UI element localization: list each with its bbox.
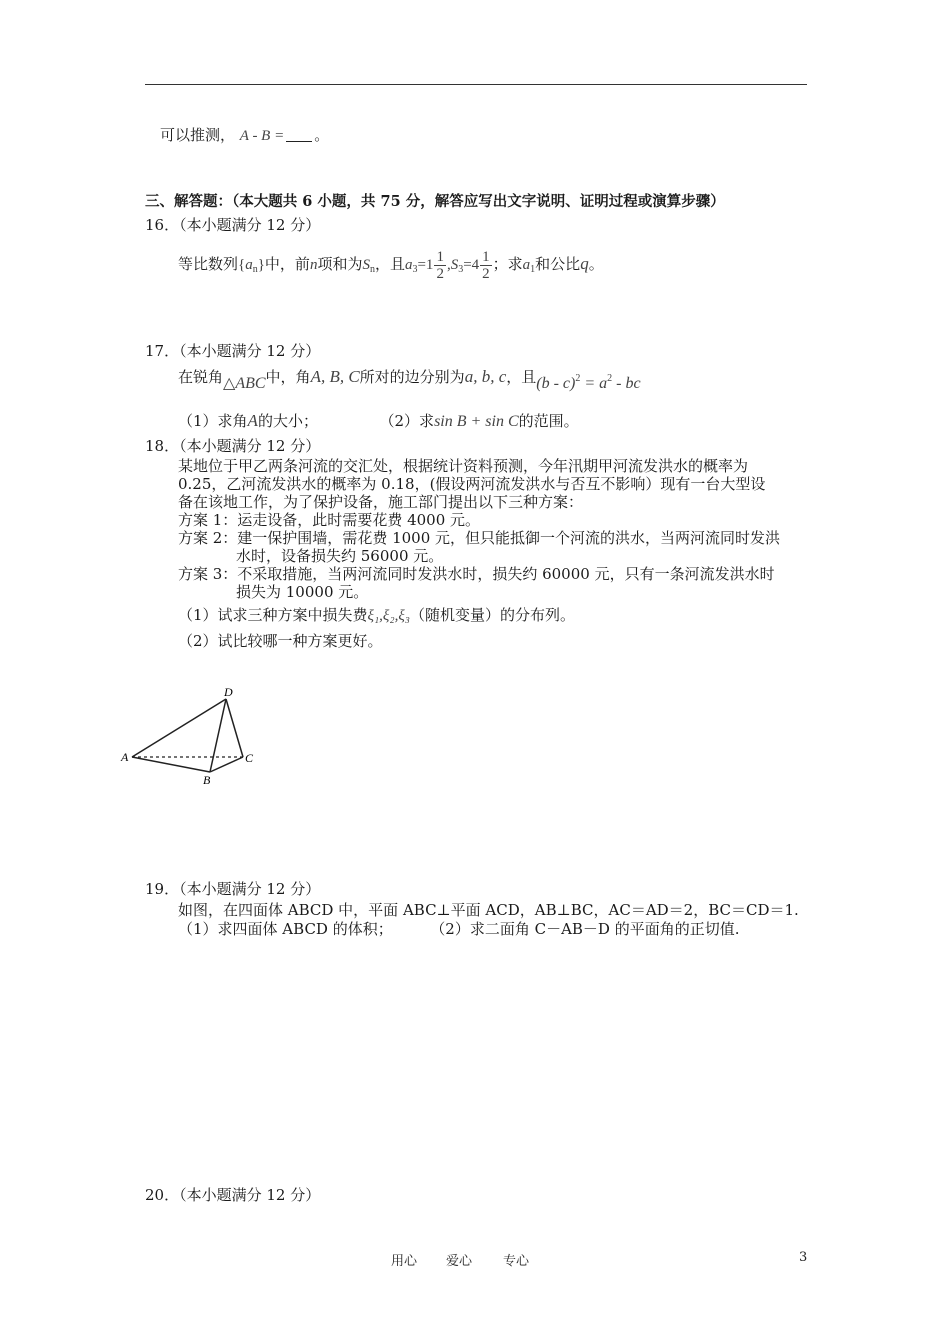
q16-frac1-den: 2 [436, 265, 444, 282]
q16-S3-sub: 3 [458, 264, 464, 275]
q17-triangle: △ABC [223, 375, 266, 392]
q16-a1-letter: a [522, 257, 531, 273]
edge-DC [226, 699, 243, 757]
footer-motto-2: 爱心 [446, 1254, 473, 1269]
q18-number: 18． [145, 437, 180, 455]
q17-score: （本小题满分 12 分） [179, 342, 321, 360]
q16-a1-sub: 1 [530, 264, 536, 275]
section-heading: 三、解答题：（本大题共 6 小题，共 75 分，解答应写出文字说明、证明过程或演算步骤） [145, 193, 725, 210]
vertex-label-D: D [224, 685, 233, 699]
q16-text-2: 中，前 [264, 255, 310, 273]
q17-part2-text: （2）求 [379, 412, 435, 430]
q19-statement: 如图，在四面体 ABCD 中，平面 ABC⊥平面 ACD，AB⊥BC，AC＝AD＝2，BC＝CD＝1. [178, 901, 799, 919]
q17-header [145, 340, 320, 361]
q18-sub-2: （2）试比较哪一种方案更好。 [178, 632, 383, 650]
vertex-label-B: B [203, 773, 211, 787]
q18-plan-1: 方案 1：运走设备，此时需要花费 4000 元。 [178, 511, 481, 529]
q17-sin-expr: sin B + sin C [434, 413, 519, 430]
q16-text-6: 和公比 [535, 255, 581, 273]
q17-eq-right: - bc [612, 375, 641, 392]
q16-Sn [362, 257, 375, 273]
q18-xi: ξ₁,ξ₂,ξ₃ [367, 608, 410, 624]
q17-sides: a, b, c [464, 367, 507, 386]
q16-text-5: ；求 [492, 255, 523, 273]
q18-sub1-end: （随机变量）的分布列。 [409, 606, 575, 624]
q16-number: 16． [145, 216, 180, 234]
footer-motto-1: 用心 [391, 1254, 418, 1269]
tetrahedron-figure [115, 682, 265, 792]
footer-motto-3: 专心 [503, 1254, 530, 1269]
answer-blank [286, 141, 312, 142]
q19-parts [178, 918, 740, 939]
q16-fraction-1 [434, 249, 446, 282]
vertex-label-A: A [121, 750, 129, 764]
q18-line-1: 某地位于甲乙两条河流的交汇处，根据统计资料预测，今年汛期甲河流发洪水的概率为 [178, 457, 749, 475]
q16-a3-eq [405, 257, 433, 273]
q16-S3: S [450, 257, 459, 273]
q19-part-1: （1）求四面体 ABCD 的体积； [178, 920, 393, 938]
q17-parts [178, 410, 579, 431]
q17-text-1: 在锐角 [178, 368, 224, 386]
q17-text-4: ，且 [506, 368, 537, 386]
page-number: 3 [799, 1250, 808, 1265]
q16-comma: , [446, 257, 451, 273]
edge-BC [210, 757, 243, 772]
q17-number: 17． [145, 342, 180, 360]
q16-text-1: 等比数列 [178, 255, 239, 273]
vertex-label-C: C [245, 751, 254, 765]
q18-plan-3a: 方案 3：不采取措施，当两河流同时发洪水时，损失约 60000 元，只有一条河流发洪水时 [178, 565, 775, 583]
q18-line-3: 备在该地工作，为了保护设备，施工部门提出以下三种方案： [178, 493, 584, 511]
q17-part1-text: （1）求角 [178, 412, 248, 430]
q18-sub-1 [178, 604, 575, 625]
q19-score: （本小题满分 12 分） [179, 880, 321, 898]
header-rule [145, 84, 807, 85]
q17-part2-end: 的范围。 [518, 412, 579, 430]
q19-number: 19． [145, 880, 180, 898]
q16-frac2-den: 2 [482, 265, 490, 282]
q16-text-3: 项和为 [317, 255, 363, 273]
q18-plan-2b: 水时，设备损失约 56000 元。 [236, 547, 444, 565]
inference-text: 可以推测， [160, 126, 236, 144]
edge-DB [210, 699, 226, 772]
q17-sq-1: 2 [575, 373, 581, 384]
q17-eq-mid: = a [580, 375, 608, 392]
q18-header [145, 435, 320, 456]
q16-brace-close: } [257, 257, 265, 273]
q16-a3: a [404, 257, 413, 273]
q16-frac2-num: 1 [482, 248, 490, 265]
q16-eq1: =1 [417, 257, 434, 273]
inference-math: A - B = [239, 128, 285, 144]
inference-line [160, 124, 329, 145]
q16-a: a [245, 257, 253, 273]
q17-statement [178, 366, 641, 393]
q16-statement [178, 244, 604, 290]
q17-equation [536, 375, 640, 392]
q16-S: S [362, 257, 370, 273]
q16-n: n [309, 257, 318, 273]
q17-eq-left: (b - c) [536, 375, 576, 392]
q18-score: （本小题满分 12 分） [179, 437, 321, 455]
q16-score: （本小题满分 12 分） [179, 216, 321, 234]
q16-fraction-2 [480, 249, 492, 282]
q18-sub1-text: （1）试求三种方案中损失费 [178, 606, 368, 624]
q20-score: （本小题满分 12 分） [179, 1186, 321, 1204]
q16-S3-eq [451, 257, 479, 273]
q16-brace-open: { [238, 257, 246, 273]
q16-end: 。 [588, 255, 604, 273]
q20-number: 20． [145, 1186, 180, 1204]
q16-q: q [580, 254, 589, 273]
q16-eq2: =4 [463, 257, 480, 273]
q16-n-sub: n [252, 264, 258, 275]
q16-Sn-sub: n [369, 264, 375, 275]
q17-text-2: 中，角 [265, 368, 311, 386]
inference-end: 。 [314, 126, 330, 144]
q17-text-3: 所对的边分别为 [359, 368, 465, 386]
q16-frac1-num: 1 [436, 248, 444, 265]
q17-part1-end: 的大小； [257, 412, 318, 430]
q17-angles: A, B, C [310, 367, 360, 386]
q16-seq [238, 257, 265, 273]
q20-header [145, 1184, 320, 1205]
q19-part-2: （2）求二面角 C－AB－D 的平面角的正切值. [430, 920, 740, 938]
q16-a1 [523, 257, 536, 273]
q18-plan-3b: 损失为 10000 元。 [236, 583, 369, 601]
q16-a3-sub: 3 [412, 264, 418, 275]
q17-angle-A: A [247, 411, 258, 430]
q18-line-2: 0.25，乙河流发洪水的概率为 0.18，(假设两河流发洪水与否互不影响）现有一台大型设 [178, 475, 766, 493]
q17-sq-2: 2 [607, 373, 613, 384]
q16-header [145, 214, 320, 235]
q19-header [145, 878, 320, 899]
edge-AD [132, 699, 226, 757]
q18-plan-2a: 方案 2：建一保护围墙，需花费 1000 元，但只能抵御一个河流的洪水，当两河流同时发洪 [178, 529, 781, 547]
q16-text-4: ，且 [374, 255, 405, 273]
edge-AB [132, 757, 210, 772]
